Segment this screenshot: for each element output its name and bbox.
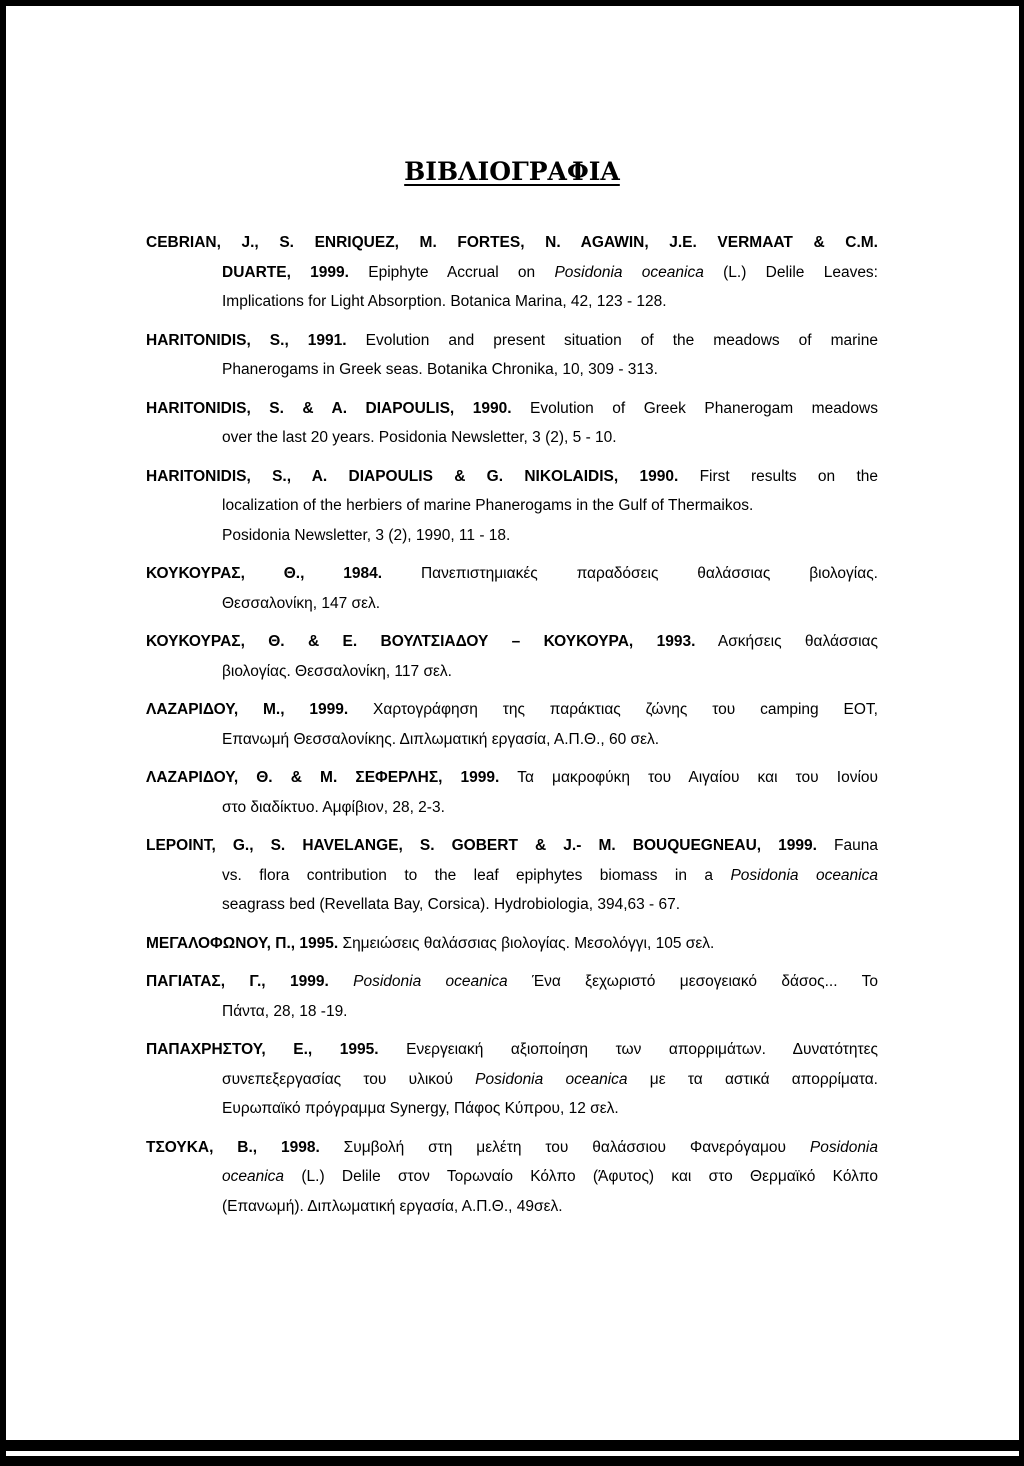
reference-text: συνεπεξεργασίας του υλικού [222,1070,453,1088]
reference-item [146,228,878,317]
reference-line: Επανωμή Θεσσαλονίκης. Διπλωματική εργασία, Α.Π.Θ., 60 σελ. [222,730,660,748]
reference-line [146,228,878,258]
reference-line: localization of the herbiers of marine Phanerogams in the Gulf of Thermaikos. [222,497,754,514]
reference-line [146,559,878,589]
reference-line [146,258,878,288]
reference-line: over the last 20 years. Posidonia Newsletter, 3 (2), 5 - 10. [222,429,617,446]
reference-authors: ΠΑΓΙΑΤΑΣ, Γ., 1999. [146,973,329,990]
reference-authors: LEPOINT, G., S. HAVELANGE, S. GOBERT & J.- M. BOUQUEGNEAU, 1999. [146,837,817,854]
page-title: ΒΙΒΛΙΟΓΡΑΦΙΑ [404,157,620,186]
reference-item [146,695,878,754]
reference-item [146,831,878,920]
reference-item [146,929,878,959]
reference-authors: ΤΣΟΥΚΑ, Β., 1998. [146,1138,320,1156]
species-name: Posidonia oceanica [730,866,878,884]
reference-item [146,967,878,1026]
reference-authors: CEBRIAN, J., S. ENRIQUEZ, M. FORTES, N. AGAWIN, J.E. VERMAAT & C.M. [146,234,878,251]
species-name: Posidonia oceanica [475,1070,628,1088]
reference-line [146,394,878,424]
species-name: Posidonia oceanica [353,973,508,990]
reference-authors: ΠΑΠΑΧΡΗΣΤΟΥ, Ε., 1995. [146,1041,379,1058]
reference-text: με τα αστικά απορρίματα. [649,1070,878,1088]
reference-authors: ΛΑΖΑΡΙΔΟΥ, Μ., 1999. [146,701,349,718]
reference-line: seagrass bed (Revellata Bay, Corsica). Hydrobiologia, 394,63 - 67. [222,896,681,913]
reference-line [146,326,878,356]
reference-item [146,559,878,618]
bottom-scan-strip [6,1451,1019,1456]
reference-line: Θεσσαλονίκη, 147 σελ. [222,594,381,612]
reference-text: Συμβολή στη μελέτη του θαλάσσιου Φανερόγαμου [343,1138,787,1156]
reference-item [146,394,878,453]
reference-item [146,763,878,822]
reference-text: Πανεπιστημιακές παραδόσεις θαλάσσιας βιολογίας. [420,565,878,582]
reference-line [146,929,878,959]
reference-text: Ενεργειακή αξιοποίηση των απορριμάτων. Δυνατότητες [406,1041,878,1058]
reference-line: στο διαδίκτυο. Αμφίβιον, 28, 2-3. [222,798,445,816]
reference-line [146,1133,878,1163]
reference-line [146,763,878,793]
reference-text: Epiphyte Accrual on [368,263,536,281]
reference-item [146,1035,878,1124]
reference-text: Fauna [834,837,878,854]
reference-item [146,627,878,686]
reference-line: Phanerogams in Greek seas. Botanika Chronika, 10, 309 - 313. [222,361,658,378]
reference-line [146,695,878,725]
reference-authors: ΛΑΖΑΡΙΔΟΥ, Θ. & Μ. ΣΕΦΕΡΛΗΣ, 1999. [146,769,500,786]
reference-line [146,627,878,657]
reference-text: (L.) Delile στον Τορωναίο Κόλπο (Άφυτος) και στο Θερμαϊκό Κόλπο [301,1168,878,1185]
reference-line [146,1162,878,1192]
reference-item [146,1133,878,1222]
reference-line: βιολογίας. Θεσσαλονίκη, 117 σελ. [222,662,452,680]
species-name: Posidonia [809,1138,878,1156]
reference-authors: ΜΕΓΑΛΟΦΩΝΟΥ, Π., 1995. [146,934,339,952]
reference-authors: HARITONIDIS, S. & A. DIAPOULIS, 1990. [146,399,512,417]
reference-line: Ευρωπαϊκό πρόγραμμα Synergy, Πάφος Κύπρου, 12 σελ. [222,1100,619,1117]
reference-authors: DUARTE, 1999. [222,263,349,281]
reference-line: Πάντα, 28, 18 -19. [222,1002,348,1020]
species-name: oceanica [222,1168,285,1185]
reference-text: Ασκήσεις θαλάσσιας [717,633,878,650]
reference-line [146,1035,878,1065]
reference-line [146,462,878,492]
reference-text: Evolution and present situation of the meadows of marine [365,331,878,349]
species-name: Posidonia oceanica [554,263,704,281]
reference-list [146,228,878,1230]
reference-text: Χαρτογράφηση της παράκτιας ζώνης του camping ΕΟΤ, [373,701,878,718]
reference-text: Ένα ξεχωριστό μεσογειακό δάσος... Το [531,973,878,990]
reference-line: (Επανωμή). Διπλωματική εργασία, Α.Π.Θ., 49σελ. [222,1197,563,1215]
reference-text: Σημειώσεις θαλάσσιας βιολογίας. Μεσολόγγι, 105 σελ. [342,934,715,952]
reference-line [146,831,878,861]
reference-text: (L.) Delile Leaves: [723,263,878,281]
reference-authors: HARITONIDIS, S., 1991. [146,331,347,349]
reference-text: Τα μακροφύκη του Αιγαίου και του Ιονίου [517,769,878,786]
reference-text: First results on the [699,467,878,485]
reference-authors: HARITONIDIS, S., A. DIAPOULIS & G. NIKOLAIDIS, 1990. [146,467,679,485]
reference-text: Evolution of Greek Phanerogam meadows [530,399,878,417]
reference-line: Implications for Light Absorption. Botanica Marina, 42, 123 - 128. [222,293,667,310]
reference-line [146,861,878,891]
reference-line [146,967,878,997]
reference-line [146,1065,878,1095]
reference-line: Posidonia Newsletter, 3 (2), 1990, 11 - 18. [222,526,511,544]
reference-text: vs. flora contribution to the leaf epiphytes biomass in a [222,866,714,884]
reference-item [146,462,878,551]
reference-authors: ΚΟΥΚΟΥΡΑΣ, Θ. & Ε. ΒΟΥΛΤΣΙΑΔΟΥ – ΚΟΥΚΟΥΡΑ, 1993. [146,633,696,650]
reference-item [146,326,878,385]
reference-authors: ΚΟΥΚΟΥΡΑΣ, Θ., 1984. [146,565,383,582]
